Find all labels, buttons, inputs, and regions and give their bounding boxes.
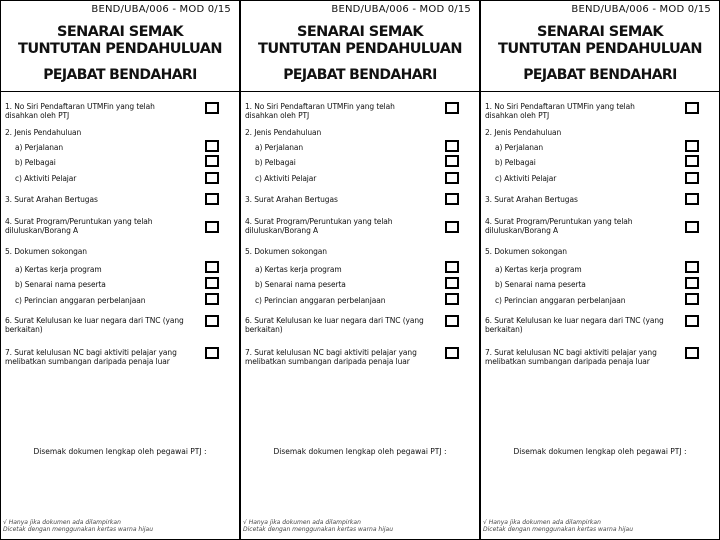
checkbox[interactable]: [445, 155, 459, 167]
footnote: Dicetak dengan menggunakan kertas warna hijau: [243, 526, 394, 533]
checkbox[interactable]: [685, 315, 699, 327]
checklist-item: 4. Surat Program/Peruntukan yang telah diluluskan/Borang A: [5, 217, 153, 235]
form-title: TUNTUTAN PENDAHULUAN: [498, 41, 702, 57]
checkbox[interactable]: [205, 140, 219, 152]
checklist-subitem: b) Pelbagai: [255, 158, 296, 167]
checklist-item: 3. Surat Arahan Bertugas: [485, 195, 578, 204]
checklist-item: 5. Dokumen sokongan: [245, 247, 327, 256]
footnote: √ Hanya jika dokumen ada dilampirkan: [483, 519, 601, 526]
checkbox[interactable]: [205, 293, 219, 305]
checklist-subitem: b) Pelbagai: [495, 158, 536, 167]
office-name: PEJABAT BENDAHARI: [523, 67, 677, 83]
checklist-item: 2. Jenis Pendahuluan: [5, 128, 82, 137]
checkbox[interactable]: [685, 193, 699, 205]
checkbox[interactable]: [685, 293, 699, 305]
checklist-item: 1. No Siri Pendaftaran UTMFin yang telah disahkan oleh PTJ: [485, 102, 635, 120]
checkbox[interactable]: [205, 193, 219, 205]
checklist-subitem: b) Pelbagai: [15, 158, 56, 167]
form-title: SENARAI SEMAK: [537, 24, 663, 40]
checklist-item: 5. Dokumen sokongan: [5, 247, 87, 256]
checkbox[interactable]: [205, 102, 219, 114]
checklist-item: 7. Surat kelulusan NC bagi aktiviti pelajar yang melibatkan sumbangan daripada penaja luar: [485, 348, 657, 366]
office-name: PEJABAT BENDAHARI: [283, 67, 437, 83]
checklist-subitem: c) Aktiviti Pelajar: [255, 174, 317, 183]
checkbox[interactable]: [205, 221, 219, 233]
form-code: BEND/UBA/006 - MOD 0/15: [331, 4, 471, 15]
divider: [481, 91, 719, 92]
footnote: √ Hanya jika dokumen ada dilampirkan: [3, 519, 121, 526]
checklist-item: 7. Surat kelulusan NC bagi aktiviti pelajar yang melibatkan sumbangan daripada penaja luar: [5, 348, 177, 366]
checkbox[interactable]: [445, 140, 459, 152]
checklist-item: 5. Dokumen sokongan: [485, 247, 567, 256]
footnote: Dicetak dengan menggunakan kertas warna hijau: [483, 526, 634, 533]
checklist-subitem: b) Senarai nama peserta: [495, 280, 586, 289]
checklist-subitem: a) Kertas kerja program: [255, 265, 342, 274]
form-title: SENARAI SEMAK: [57, 24, 183, 40]
checkbox[interactable]: [205, 172, 219, 184]
checklist-form: [480, 0, 720, 540]
checklist-item: 7. Surat kelulusan NC bagi aktiviti pelajar yang melibatkan sumbangan daripada penaja luar: [245, 348, 417, 366]
verification-line: Disemak dokumen lengkap oleh pegawai PTJ :: [273, 447, 447, 456]
checklist-item: 1. No Siri Pendaftaran UTMFin yang telah disahkan oleh PTJ: [5, 102, 155, 120]
divider: [241, 91, 479, 92]
checklist-subitem: c) Perincian anggaran perbelanjaan: [15, 296, 146, 305]
checkbox[interactable]: [685, 221, 699, 233]
checkbox[interactable]: [445, 293, 459, 305]
checkbox[interactable]: [205, 155, 219, 167]
checklist-subitem: a) Kertas kerja program: [495, 265, 582, 274]
checklist-subitem: a) Perjalanan: [495, 143, 544, 152]
verification-line: Disemak dokumen lengkap oleh pegawai PTJ :: [513, 447, 687, 456]
checklist-subitem: b) Senarai nama peserta: [255, 280, 346, 289]
checklist-item: 6. Surat Kelulusan ke luar negara dari TNC (yang berkaitan): [485, 316, 664, 334]
checklist-subitem: a) Perjalanan: [15, 143, 64, 152]
checklist-item: 1. No Siri Pendaftaran UTMFin yang telah disahkan oleh PTJ: [245, 102, 395, 120]
checkbox[interactable]: [205, 261, 219, 273]
checklist-item: 6. Surat Kelulusan ke luar negara dari TNC (yang berkaitan): [5, 316, 184, 334]
divider: [1, 91, 239, 92]
checkbox[interactable]: [685, 172, 699, 184]
verification-line: Disemak dokumen lengkap oleh pegawai PTJ :: [33, 447, 207, 456]
checklist-subitem: b) Senarai nama peserta: [15, 280, 106, 289]
checklist-item: 2. Jenis Pendahuluan: [485, 128, 562, 137]
checklist-item: 2. Jenis Pendahuluan: [245, 128, 322, 137]
checklist-subitem: c) Aktiviti Pelajar: [495, 174, 557, 183]
checklist-subitem: a) Perjalanan: [255, 143, 304, 152]
form-code: BEND/UBA/006 - MOD 0/15: [571, 4, 711, 15]
form-title: TUNTUTAN PENDAHULUAN: [258, 41, 462, 57]
checkbox[interactable]: [685, 347, 699, 359]
checkbox[interactable]: [445, 193, 459, 205]
checklist-subitem: c) Aktiviti Pelajar: [15, 174, 77, 183]
checklist-subitem: a) Kertas kerja program: [15, 265, 102, 274]
checkbox[interactable]: [685, 102, 699, 114]
checkbox[interactable]: [205, 347, 219, 359]
form-code: BEND/UBA/006 - MOD 0/15: [91, 4, 231, 15]
checkbox[interactable]: [205, 315, 219, 327]
checkbox[interactable]: [685, 277, 699, 289]
checkbox[interactable]: [445, 261, 459, 273]
checklist-subitem: c) Perincian anggaran perbelanjaan: [255, 296, 386, 305]
checkbox[interactable]: [445, 221, 459, 233]
footnote: √ Hanya jika dokumen ada dilampirkan: [243, 519, 361, 526]
checkbox[interactable]: [445, 172, 459, 184]
checklist-subitem: c) Perincian anggaran perbelanjaan: [495, 296, 626, 305]
checklist-item: 4. Surat Program/Peruntukan yang telah diluluskan/Borang A: [485, 217, 633, 235]
checklist-item: 3. Surat Arahan Bertugas: [245, 195, 338, 204]
checkbox[interactable]: [445, 347, 459, 359]
checkbox[interactable]: [685, 155, 699, 167]
checkbox[interactable]: [685, 140, 699, 152]
checkbox[interactable]: [205, 277, 219, 289]
checklist-form: [240, 0, 480, 540]
checklist-item: 4. Surat Program/Peruntukan yang telah diluluskan/Borang A: [245, 217, 393, 235]
checkbox[interactable]: [445, 315, 459, 327]
footnote: Dicetak dengan menggunakan kertas warna hijau: [3, 526, 154, 533]
checklist-item: 3. Surat Arahan Bertugas: [5, 195, 98, 204]
checklist-item: 6. Surat Kelulusan ke luar negara dari TNC (yang berkaitan): [245, 316, 424, 334]
checkbox[interactable]: [445, 277, 459, 289]
checkbox[interactable]: [445, 102, 459, 114]
form-title: SENARAI SEMAK: [297, 24, 423, 40]
checklist-form: [0, 0, 240, 540]
form-title: TUNTUTAN PENDAHULUAN: [18, 41, 222, 57]
office-name: PEJABAT BENDAHARI: [43, 67, 197, 83]
checkbox[interactable]: [685, 261, 699, 273]
